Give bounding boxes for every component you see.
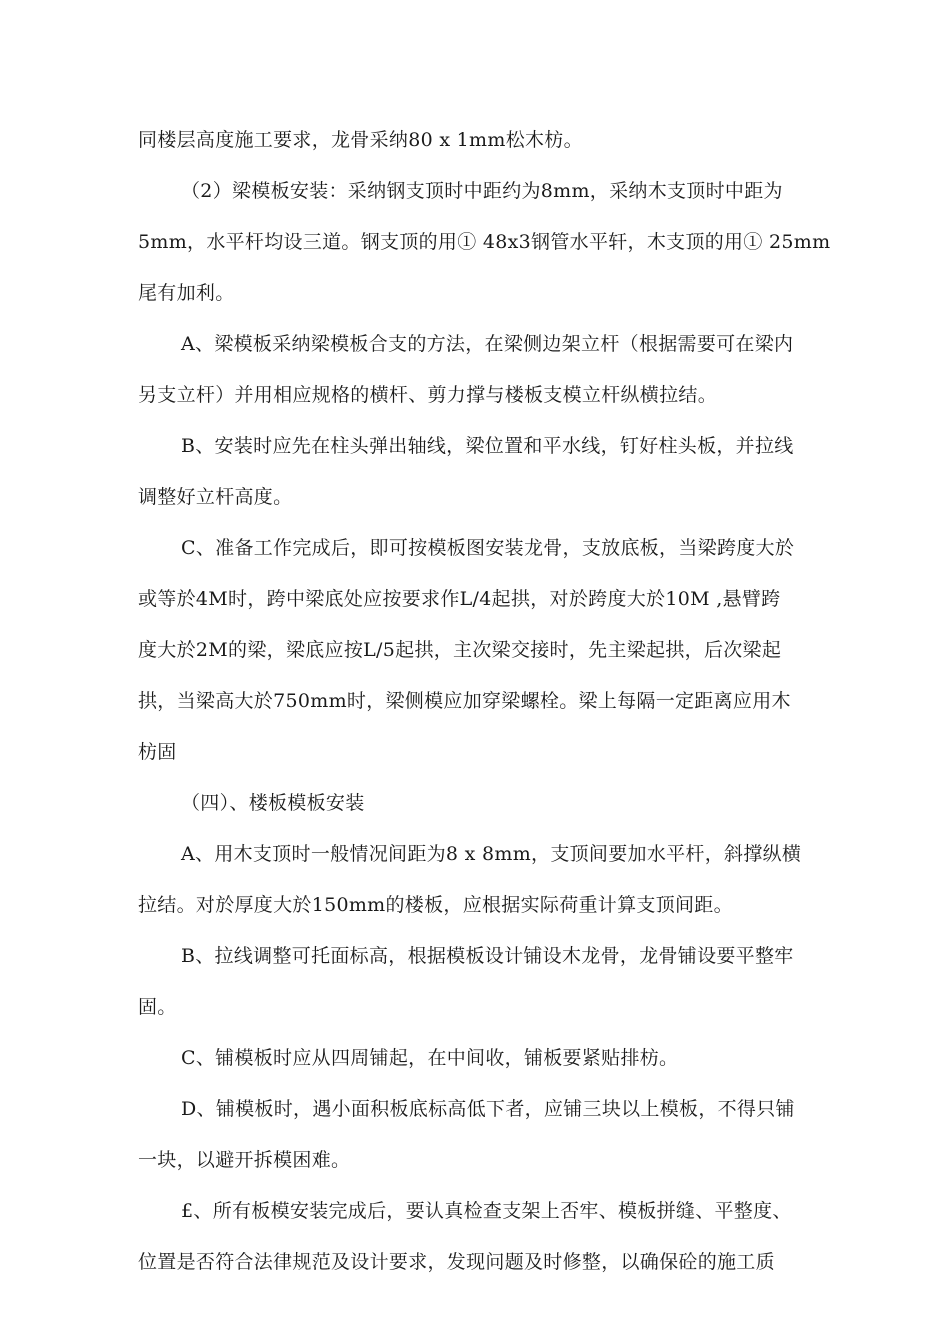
text-line: 尾有加利。 — [138, 282, 235, 304]
text-line: 度大於2M的梁，梁底应按L/5起拱，主次梁交接时，先主梁起拱，后次梁起 — [138, 639, 782, 661]
paragraph-c: C、铺模板时应从四周铺起，在中间收，铺板要紧贴排枋。 — [181, 1047, 679, 1069]
paragraph-d: D、铺模板时，遇小面积板底标高低下者，应铺三块以上模板，不得只铺 — [181, 1098, 795, 1120]
text-line: 拉结。对於厚度大於150mm的楼板，应根据实际荷重计算支顶间距。 — [138, 894, 733, 916]
section-beam-formwork: （2）梁模板安装：采纳钢支顶时中距约为8mm，采纳木支顶时中距为 — [181, 180, 783, 202]
text-line: 或等於4M时，跨中梁底处应按要求作L/4起拱，对於跨度大於10M ,悬臂跨 — [138, 588, 781, 610]
text-line: 同楼层高度施工要求，龙骨采纳80 x 1mm松木枋。 — [138, 129, 583, 151]
text-line: 固。 — [138, 996, 177, 1018]
paragraph-c: C、准备工作完成后，即可按模板图安装龙骨，支放底板，当梁跨度大於 — [181, 537, 795, 559]
paragraph-b: B、安装时应先在柱头弹出轴线，梁位置和平水线，钉好柱头板，并拉线 — [181, 435, 794, 457]
paragraph-a: A、梁模板采纳梁模板合支的方法，在梁侧边架立杆（根据需要可在梁内 — [181, 333, 794, 355]
paragraph-e: £、所有板模安装完成后，要认真检查支架上否牢、模板拼缝、平整度、 — [181, 1200, 792, 1222]
text-line: 调整好立杆高度。 — [138, 486, 293, 508]
text-line: 位置是否符合法律规范及设计要求，发现问题及时修整，以确保砼的施工质 — [138, 1251, 775, 1273]
text-line: 5mm，水平杆均设三道。钢支顶的用① 48x3钢管水平轩，木支顶的用① 25mm — [138, 231, 831, 253]
paragraph-a: A、用木支顶时一般情况间距为8 x 8mm，支顶间要加水平杆，斜撑纵横 — [181, 843, 802, 865]
text-line: 拱，当梁高大於750mm时，梁侧模应加穿梁螺栓。梁上每隔一定距离应用木 — [138, 690, 791, 712]
text-line: 另支立杆）并用相应规格的横杆、剪力撑与楼板支模立杆纵横拉结。 — [138, 384, 718, 406]
text-line: 枋固 — [138, 741, 177, 763]
paragraph-b: B、拉线调整可托面标高，根据模板设计铺设木龙骨，龙骨铺设要平整牢 — [181, 945, 794, 967]
section-heading-floor-formwork: （四）、楼板模板安装 — [181, 792, 365, 814]
text-line: 一块，以避开拆模困难。 — [138, 1149, 351, 1171]
